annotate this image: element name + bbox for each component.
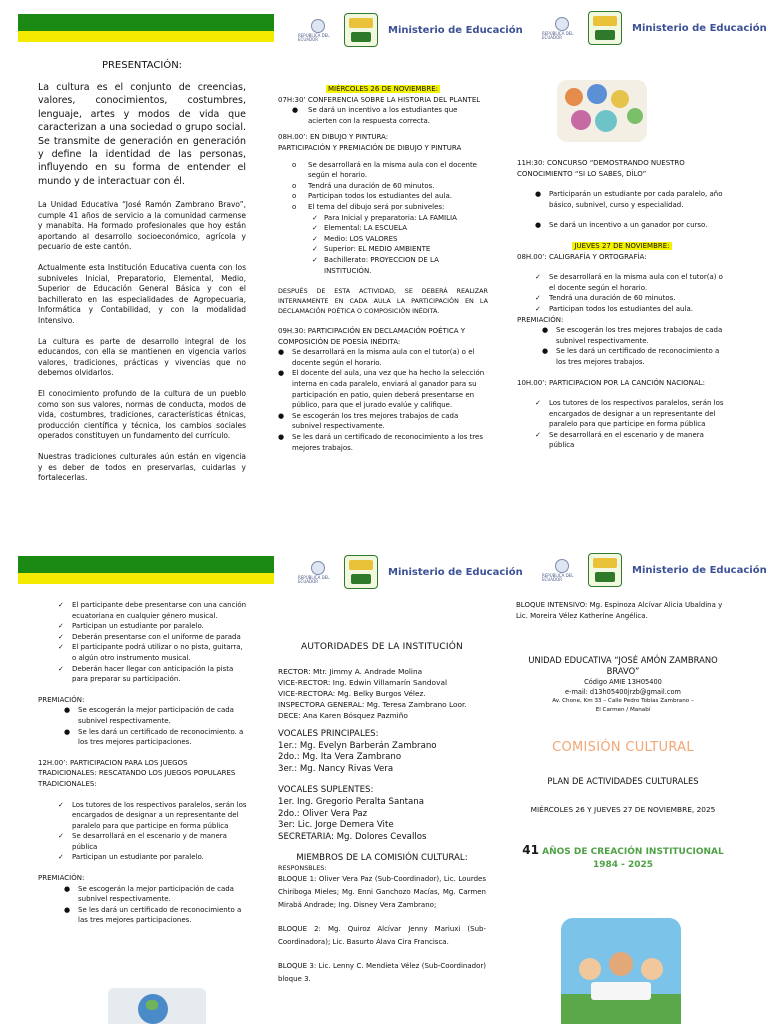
autoridades-column <box>278 642 486 986</box>
cancion-title: 10H.00’: PARTICIPACION POR LA CANCIÓN NACIONAL: <box>517 378 705 387</box>
ecuador-coat-icon: REPÚBLICA DEL ECUADOR <box>542 16 582 40</box>
ministry-label: Ministerio de Educación <box>388 566 523 578</box>
premiacion-label: PREMIACIÓN: <box>38 874 85 883</box>
list-item: ● Se dará un incentivo a un ganador por curso. <box>535 221 708 230</box>
school-logo-icon <box>344 13 378 47</box>
jueves-column <box>517 158 727 451</box>
miembros-title: MIEMBROS DE LA COMISIÓN CULTURAL: <box>296 853 468 864</box>
autoridad-line: RECTOR: Mtr. Jimmy A. Andrade Molina <box>278 667 423 676</box>
autoridad-line: VICE-RECTOR: Ing. Edwin Villamarín Sandoval <box>278 678 448 687</box>
presentacion-paragraph: Nuestras tradiciones culturales aún están en vigencia y es deber de todos en preservarlas, cuidarlas y fortalecerlas. <box>38 452 246 483</box>
list-item: ✓ Participan un estudiante por paralelo. <box>58 853 204 862</box>
color-band-top <box>18 14 274 42</box>
list-item: ✓ Superior: EL MEDIO AMBIENTE <box>312 245 431 254</box>
conferencia-title: 07H:30’ CONFERENCIA SOBRE LA HISTORIA DEL PLANTEL <box>278 95 481 104</box>
list-item: ✓ Participan un estudiante por paralelo. <box>58 622 204 631</box>
school-email: e-mail: d13h05400jrzb@gmail.com <box>565 688 681 697</box>
dibujo-subtitle: PARTICIPACIÓN Y PREMIACIÓN DE DIBUJO Y PINTURA <box>278 143 462 152</box>
reading-children-illustration <box>561 918 681 1024</box>
suplente-line: 1er. Ing. Gregorio Peralta Santana <box>278 796 425 807</box>
presentacion-paragraph: Actualmente esta Institución Educativa cuenta con los subniveles Inicial, Preparatorio, Elemental, Medio, Superior de Educación General Básica y con el bachillerato en las especialidades de Agropecuaria, Informática y Contabilidad, y con la modalidad Intensivo. <box>38 263 246 325</box>
list-item: ● Se les dará un certificado de reconocimiento. a los tres mejores participaciones. <box>64 727 244 747</box>
list-item: ● Se escogerán la mejor participación de cada subnivel respectivamente. <box>64 884 234 904</box>
ecuador-coat-icon: REPÚBLICA DEL ECUADOR <box>298 18 338 42</box>
anios-text: AÑOS DE CREACIÓN INSTITUCIONAL <box>539 847 724 858</box>
juegos-title: 12H.00’: PARTICIPACION PARA LOS JUEGOS TRADICIONALES: RESCATANDO LOS JUEGOS POPULARES TRADICIONALES: <box>38 758 236 788</box>
vocales-title: VOCALES PRINCIPALES: <box>278 729 379 739</box>
list-item: ✓ El participante debe presentarse con una canción ecuatoriana en cualquier género musical. <box>58 601 247 620</box>
list-item: o El tema del dibujo será por subniveles: <box>292 202 445 211</box>
logo-header-3 <box>298 552 523 592</box>
ecuador-coat-icon: REPÚBLICA DEL ECUADOR <box>542 558 582 582</box>
color-band-bottom <box>18 556 274 584</box>
presentacion-paragraph: El conocimiento profundo de la cultura de un pueblo como son sus valores, normas de conducta, modos de vida, costumbres, tradiciones, características étnicas, producción científica y técnica, los cambios sociales operados constituyen un fundamento del currículo. <box>38 389 246 441</box>
premiacion-label: PREMIACIÓN: <box>38 695 85 704</box>
responsables-label: RESPONSBLES: <box>278 864 327 873</box>
suplente-line: SECRETARIA: Mg. Dolores Cevallos <box>278 831 427 842</box>
anios-range: 1984 - 2025 <box>592 859 654 870</box>
suplente-line: 2do.: Oliver Vera Paz <box>278 808 368 819</box>
ministry-label: Ministerio de Educación <box>388 24 523 36</box>
list-item: ✓ Bachillerato: PROYECCION DE LA INSTITUCIÓN. <box>312 255 439 275</box>
list-item: ✓ Se desarrollará en el escenario y de manera pública <box>535 430 704 450</box>
list-item: ✓ Los tutores de los respectivos paralelos, serán los encargados de designar a un representante del paralelo para que participe en forma pública <box>535 399 724 429</box>
portada-column <box>516 600 730 871</box>
logo-header-4 <box>542 550 767 590</box>
list-item: ● Se les dará un certificado de reconocimiento a las tres mejores participaciones. <box>64 905 242 925</box>
autoridades-title: AUTORIDADES DE LA INSTITUCIÓN <box>301 642 463 652</box>
day-highlight-miercoles: MIÉRCOLES 26 DE NOVIEMBRE: <box>328 85 438 93</box>
presentacion-paragraph: La cultura es parte de desarrollo integral de los educandos, con ella se mantienen en vigencia varios valores, tradiciones, prácticas y vivencias que no debemos olvidarlos. <box>38 336 246 378</box>
logo-header-1 <box>298 10 523 50</box>
list-item: ✓ Elemental: LA ESCUELA <box>312 224 408 233</box>
list-item: ● Se escogerán los tres mejores trabajos de cada subnivel respectivamente. <box>542 326 723 345</box>
list-item: ● El docente del aula, una vez que ha hecho la selección interna en cada paralelo, enviará al ganador para su participación en patio, quien deberá presentarse en público, para que el jurado evalúe y califique. <box>278 369 485 410</box>
vocal-line: 3er.: Mg. Nancy Rivas Vera <box>278 763 394 774</box>
list-item: ✓ Tendrá una duración de 60 minutos. <box>535 294 676 303</box>
list-item: ● Se les dará un certificado de reconocimiento a los tres mejores trabajos. <box>278 433 483 452</box>
ecuador-coat-icon: REPÚBLICA DEL ECUADOR <box>298 560 338 584</box>
ministry-label: Ministerio de Educación <box>632 22 767 34</box>
list-item: ● Se escogerán la mejor participación de cada subnivel respectivamente. <box>64 706 234 725</box>
caligrafia-title: 08H.00’: CALIGRAFÍA Y ORTOGRAFÍA: <box>517 252 647 261</box>
presentacion-lead: La cultura es el conjunto de creencias, valores, conocimientos, costumbres, lenguaje, artes y modos de vida que caracterizan a una sociedad o grupo social. Se transmite de generación en generación y define la identidad de las personas, influyendo en su forma de entender el mundo y de interactuar con él. <box>38 82 246 187</box>
autoridad-line: VICE-RECTORA: Mg. Belky Burgos Vélez. <box>278 689 426 698</box>
cancion-continuacion-column <box>38 600 248 926</box>
vocal-line: 2do.: Mg. Ita Vera Zambrano <box>278 752 402 763</box>
school-address: Av. Chone, Km 33 – Calle Pedro Tobías Zambrano – <box>552 698 694 705</box>
premiacion-label: PREMIACIÓN: <box>517 315 564 324</box>
miercoles-column <box>278 84 488 453</box>
school-logo-icon <box>344 555 378 589</box>
list-item: ● Participarán un estudiante por cada paralelo, año básico, subnivel, curso y especialidad. <box>535 190 723 209</box>
list-item: ✓ Participan todos los estudiantes del aula. <box>535 304 693 313</box>
children-illustration <box>557 80 647 142</box>
bloque-line: BLOQUE 1: Oliver Vera Paz (Sub-Coordinador), Lic. Lourdes Chiriboga Mieles; Mg. Enni Ganchozo Macías, Mg. Carmen Mirabá Andrade; Ing. Disney Vera Zambrano; <box>278 875 486 909</box>
list-item: ✓ Deberán hacer llegar con anticipación la pista para preparar su participación. <box>58 664 234 684</box>
vocal-line: 1er.: Mg. Evelyn Barberán Zambrano <box>278 740 437 751</box>
codigo-amie: Código AMIE 13H05400 <box>584 678 662 687</box>
school-city: El Carmen / Manabí <box>595 707 651 714</box>
anios-line <box>516 844 730 859</box>
despues-note: DESPUÉS DE ESTA ACTIVIDAD, SE DEBERÁ REALIZAR INTERNAMENTE EN CADA AULA LA PARTICIPACIÓN EN LA DECLAMACIÓN POÉTICA O COMPOSICIÓN INÉDITA. <box>278 287 488 316</box>
list-item: ✓ Medio: LOS VALORES <box>312 234 398 243</box>
presentacion-title: PRESENTACIÓN: <box>101 60 183 71</box>
list-item: ✓ Deberán presentarse con el uniforme de parada <box>58 632 241 641</box>
comision-title: COMISIÓN CULTURAL <box>552 740 694 756</box>
list-item: ● Se desarrollará en la misma aula con el tutor(a) o el docente según el horario. <box>278 348 475 367</box>
bloque-line: BLOQUE 3: Lic. Lenny C. Mendieta Vélez (Sub-Coordinador) bloque 3. <box>278 962 486 983</box>
ministry-label: Ministerio de Educación <box>632 564 767 576</box>
list-item: ● Se dará un incentivo a los estudiantes que acierten con la respuesta correcta. <box>292 106 458 125</box>
declamacion-title: 09H.30: PARTICIPACIÓN EN DECLAMACIÓN POÉTICA Y COMPOSICIÓN DE POESÍA INÉDITA: <box>278 327 466 346</box>
list-item: ● Se escogerán los tres mejores trabajos de cada subnivel respectivamente. <box>278 411 459 431</box>
dibujo-title: 08H.00’: EN DIBUJO Y PINTURA: <box>278 133 389 142</box>
list-item: ✓ El participante podrá utilizar o no pista, guitarra, o algún otro instrumento musical. <box>58 643 243 662</box>
list-item: ✓ Para Inicial y preparatoria: LA FAMILIA <box>312 213 457 222</box>
school-logo-icon <box>588 553 622 587</box>
school-name: UNIDAD EDUCATIVA “JOSÉ AMÓN ZAMBRANO BRAVO” <box>528 655 718 677</box>
concurso-title: 11H:30: CONCURSO “DEMOSTRANDO NUESTRO CONOCIMIENTO “SI LO SABES, DÍLO” <box>517 159 685 178</box>
anios-number: 41 <box>522 843 539 858</box>
presentacion-paragraph: La Unidad Educativa “José Ramón Zambrano Bravo”, cumple 41 años de servicio a la comunidad carmense y manabita. Ha formado profesionales que hoy están aportando al desarrollo socioeconómico, agrícola y pecuario de este cantón. <box>38 200 246 252</box>
list-item: o Se desarrollará en la misma aula con el docente según el horario. <box>292 160 477 180</box>
suplente-line: 3er: Lic. Jorge Demera Vite <box>278 820 394 831</box>
bloque-line: BLOQUE 2: Mg. Quiroz Alcívar Jenny Mariuxi (Sub-Coordinadora); Lic. Basurto Álava Cira Francisca. <box>278 925 486 946</box>
autoridad-line: INSPECTORA GENERAL: Mg. Teresa Zambrano Loor. <box>278 700 467 709</box>
list-item: ● Se les dará un certificado de reconocimiento a los tres mejores trabajos. <box>542 347 720 366</box>
suplentes-title: VOCALES SUPLENTES: <box>278 785 374 796</box>
bloque-intensivo: BLOQUE INTENSIVO: Mg. Espinoza Alcívar Alicia Ubaldina y Lic. Moreira Vélez Katherine Angélica. <box>516 601 723 620</box>
list-item: ✓ Se desarrollará en el escenario y de manera pública <box>58 832 227 851</box>
day-highlight-jueves: JUEVES 27 DE NOVIEMBRE: <box>574 241 670 250</box>
presentacion-column <box>38 60 246 494</box>
list-item: o Tendrá una duración de 60 minutos. <box>292 181 435 190</box>
list-item: ✓ Los tutores de los respectivos paralelos, serán los encargados de designar a un representante del paralelo para que participe en forma pública <box>58 800 247 830</box>
plan-title: PLAN DE ACTIVIDADES CULTURALES <box>547 776 699 787</box>
list-item: ✓ Se desarrollará en la misma aula con el tutor(a) o el docente según el horario. <box>535 273 723 292</box>
list-item: o Participan todos los estudiantes del aula. <box>292 192 452 201</box>
fechas-line: MIÉRCOLES 26 Y JUEVES 27 DE NOVIEMBRE, 2025 <box>530 805 716 815</box>
autoridad-line: DECE: Ana Karen Bósquez Pazmiño <box>278 711 408 720</box>
school-logo-icon <box>588 11 622 45</box>
logo-header-2 <box>542 8 767 48</box>
globe-illustration <box>108 988 206 1024</box>
